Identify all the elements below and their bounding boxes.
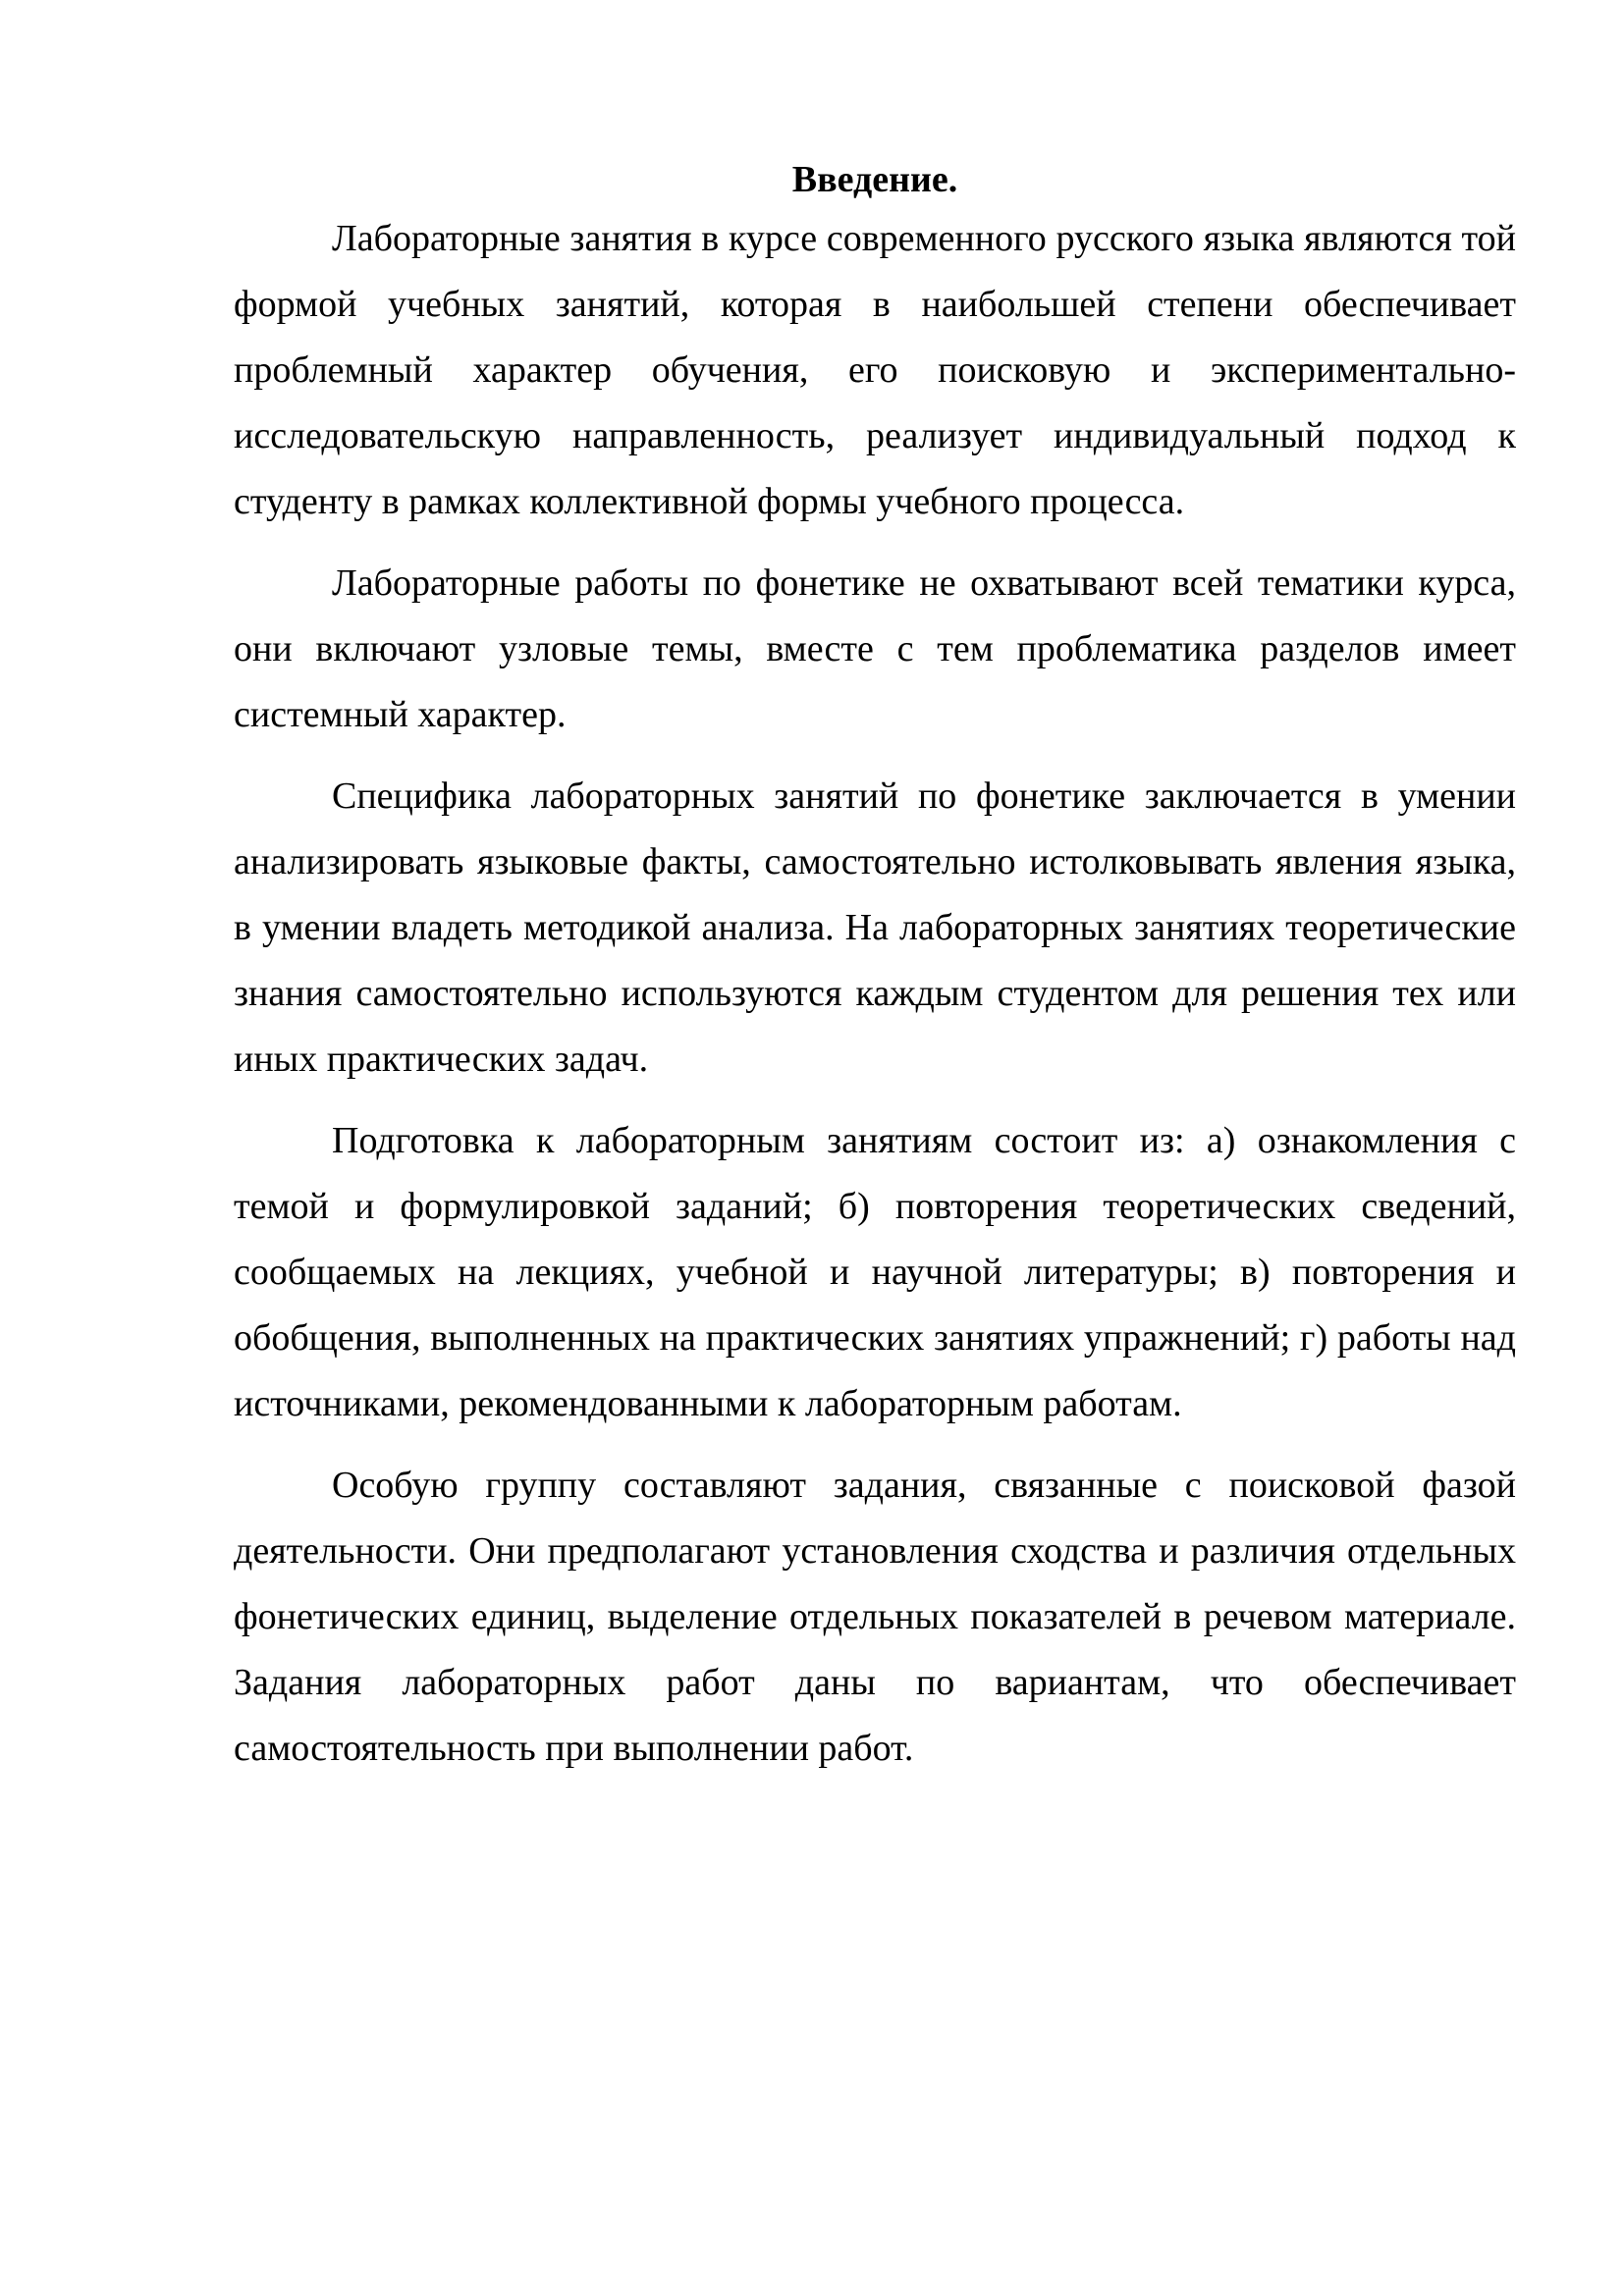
- document-title: Введение.: [791, 159, 958, 200]
- paragraph-preparation: Подготовка к лабораторным занятиям состоит из: а) ознакомления с темой и формулировкой заданий; б) повторения теоретических сведений, сообщаемых на лекциях, учебной и научной литературы; в) повторения и обобщения, выполненных на практических занятиях упражнений; г) работы над источниками, рекомендованными к лабораторным работам.: [234, 1120, 1516, 1424]
- paragraph-special-tasks: Особую группу составляют задания, связанные с поисковой фазой деятельности. Они предполагают установления сходства и различия отдельных фонетических единиц, выделение отдельных показателей в речевом материале. Задания лабораторных работ даны по вариантам, что обеспечивает самостоятельность при выполнении работ.: [234, 1465, 1516, 1769]
- paragraph-scope: Лабораторные работы по фонетике не охватывают всей тематики курса, они включают узловые темы, вместе с тем проблематика разделов имеет системный характер.: [234, 562, 1516, 735]
- document-body: [234, 155, 1516, 1797]
- paragraph-intro: Лабораторные занятия в курсе современного русского языка являются той формой учебных занятий, которая в наибольшей степени обеспечивает проблемный характер обучения, его поисковую и экспериментально-исследовательскую направленность, реализует индивидуальный подход к студенту в рамках коллективной формы учебного процесса.: [234, 218, 1516, 522]
- paragraph-specifics: Специфика лабораторных занятий по фонетике заключается в умении анализировать языковые факты, самостоятельно истолковывать явления языка, в умении владеть методикой анализа. На лабораторных занятиях теоретические знания самостоятельно используются каждым студентом для решения тех или иных практических задач.: [234, 775, 1516, 1080]
